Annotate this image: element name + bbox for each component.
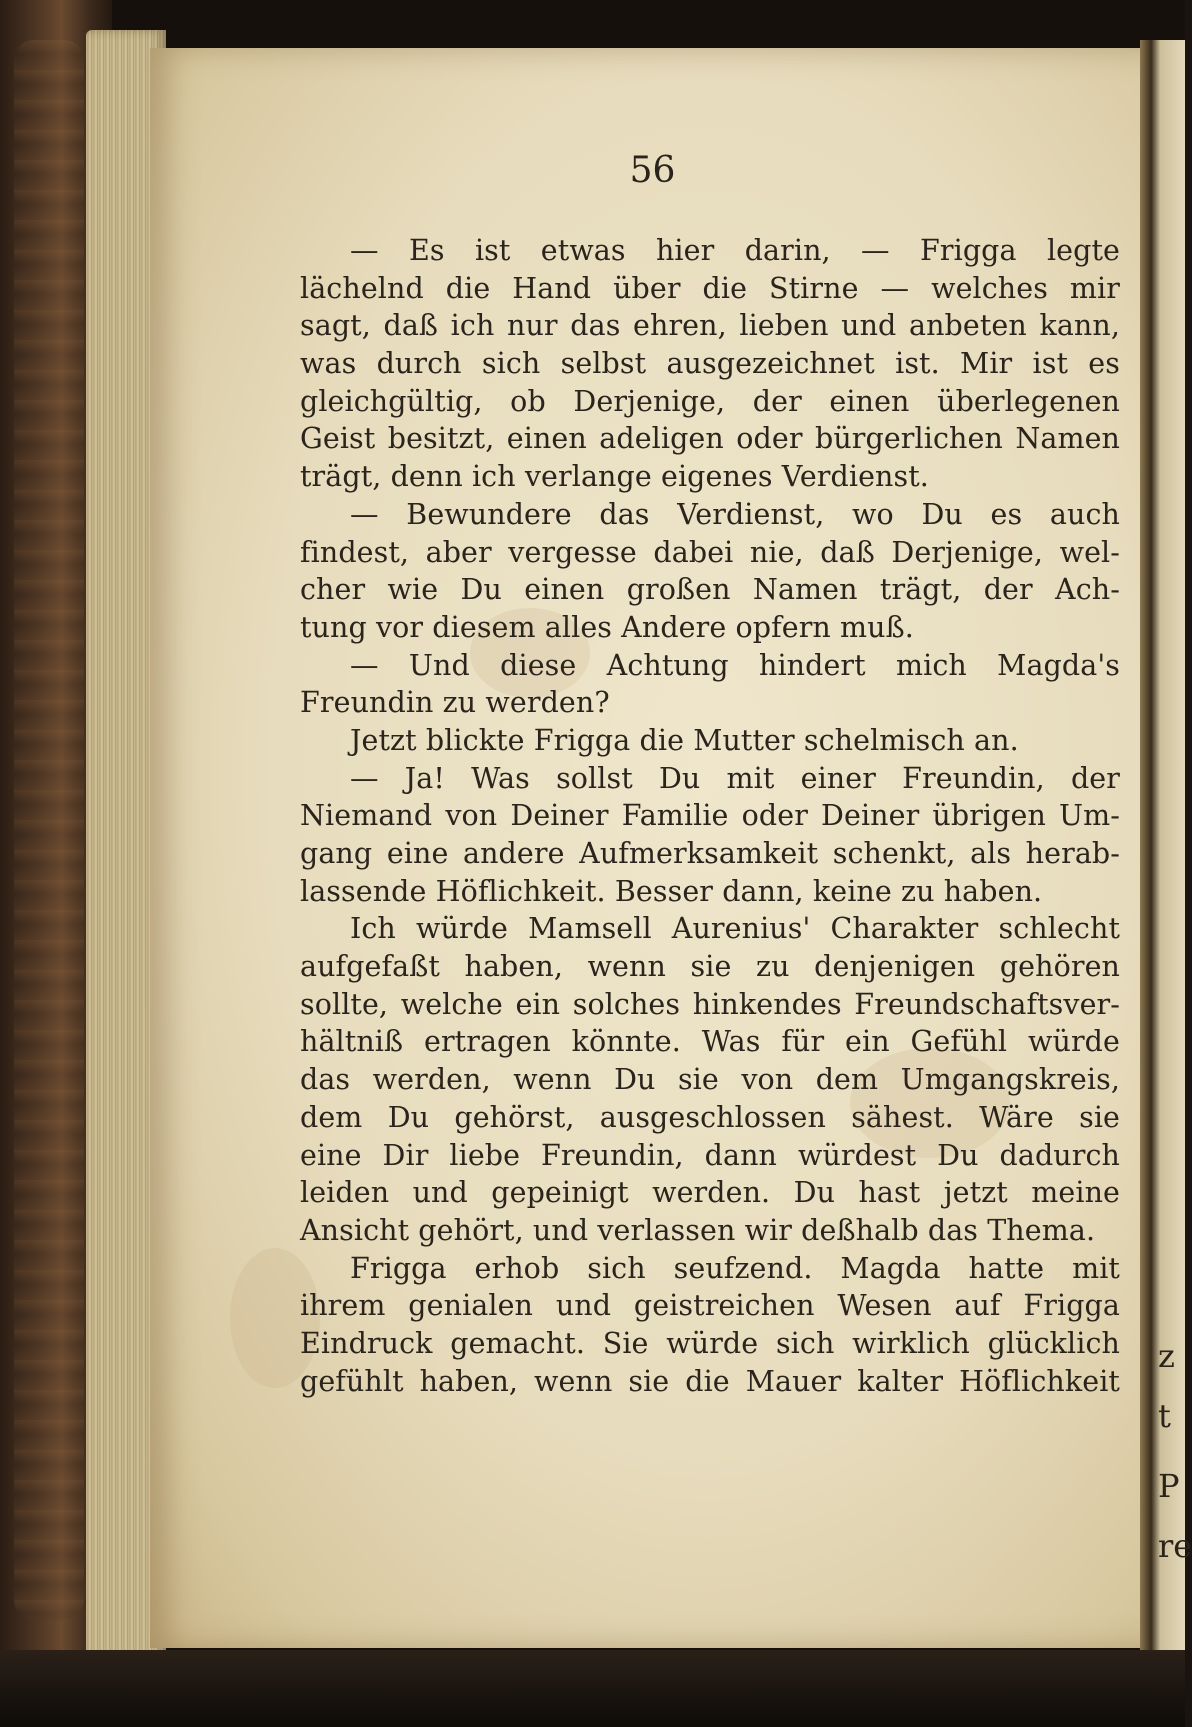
text-line: gleichgültig, ob Derjenige, der einen überlegenen bbox=[300, 384, 1120, 418]
text-line: trägt, denn ich verlange eigenes Verdienst. bbox=[300, 460, 929, 494]
text-line: dem Du gehörst, ausgeschlossen sähest. Wäre sie bbox=[300, 1100, 1120, 1134]
text-line: hältniß ertragen könnte. Was für ein Gefühl würde bbox=[300, 1025, 1120, 1059]
text-line: sagt, daß ich nur das ehren, lieben und anbeten kann, bbox=[300, 309, 1120, 343]
next-page-letter: z bbox=[1158, 1337, 1175, 1375]
text-line: Niemand von Deiner Familie oder Deiner übrigen Um- bbox=[300, 799, 1120, 833]
text-line: aufgefaßt haben, wenn sie zu denjenigen gehören bbox=[300, 950, 1120, 984]
text-line: findest, aber vergesse dabei nie, daß Derjenige, wel- bbox=[300, 535, 1120, 569]
next-page-letter: re bbox=[1158, 1527, 1192, 1565]
page-number: 56 bbox=[629, 150, 676, 191]
text-line: lächelnd die Hand über die Stirne — welches mir bbox=[300, 271, 1120, 305]
text-line: — Ja! Was sollst Du mit einer Freundin, der bbox=[350, 761, 1120, 795]
text-line: sollte, welche ein solches hinkendes Freundschaftsver- bbox=[300, 987, 1120, 1021]
text-line: — Und diese Achtung hindert mich Magda's bbox=[350, 648, 1120, 682]
next-page-letter: t bbox=[1158, 1397, 1171, 1435]
text-line: lassende Höflichkeit. Besser dann, keine zu haben. bbox=[300, 874, 1043, 908]
text-line: tung vor diesem alles Andere opfern muß. bbox=[300, 610, 914, 644]
text-line: — Bewundere das Verdienst, wo Du es auch bbox=[350, 497, 1120, 531]
text-line: Ansicht gehört, und verlassen wir deßhalb das Thema. bbox=[300, 1213, 1096, 1247]
cover-texture bbox=[14, 40, 84, 1620]
text-line: Eindruck gemacht. Sie würde sich wirklich glücklich bbox=[300, 1326, 1120, 1360]
text-line: leiden und gepeinigt werden. Du hast jetzt meine bbox=[300, 1176, 1120, 1210]
page-text bbox=[300, 232, 1120, 1400]
text-line: Ich würde Mamsell Aurenius' Charakter schlecht bbox=[350, 912, 1120, 946]
text-line: gefühlt haben, wenn sie die Mauer kalter Höflichkeit bbox=[300, 1364, 1120, 1398]
text-line: cher wie Du einen großen Namen trägt, der Ach- bbox=[300, 573, 1120, 607]
text-line: Frigga erhob sich seufzend. Magda hatte mit bbox=[350, 1251, 1120, 1285]
text-line: Jetzt blickte Frigga die Mutter schelmisch an. bbox=[350, 723, 1019, 757]
text-line: eine Dir liebe Freundin, dann würdest Du dadurch bbox=[300, 1138, 1120, 1172]
text-line: — Es ist etwas hier darin, — Frigga legte bbox=[350, 234, 1120, 267]
text-line: gang eine andere Aufmerksamkeit schenkt, als herab- bbox=[300, 837, 1120, 870]
text-line: das werden, wenn Du sie von dem Umgangskreis, bbox=[300, 1063, 1120, 1097]
text-line: ihrem genialen und geistreichen Wesen auf Frigga bbox=[300, 1289, 1120, 1323]
next-page-letter: P bbox=[1158, 1467, 1180, 1505]
text-line: Geist besitzt, einen adeligen oder bürgerlichen Namen bbox=[300, 422, 1120, 456]
text-line: was durch sich selbst ausgezeichnet ist. Mir ist es bbox=[300, 347, 1120, 381]
table-shadow bbox=[0, 1650, 1185, 1727]
text-line: Freundin zu werden? bbox=[300, 686, 610, 720]
